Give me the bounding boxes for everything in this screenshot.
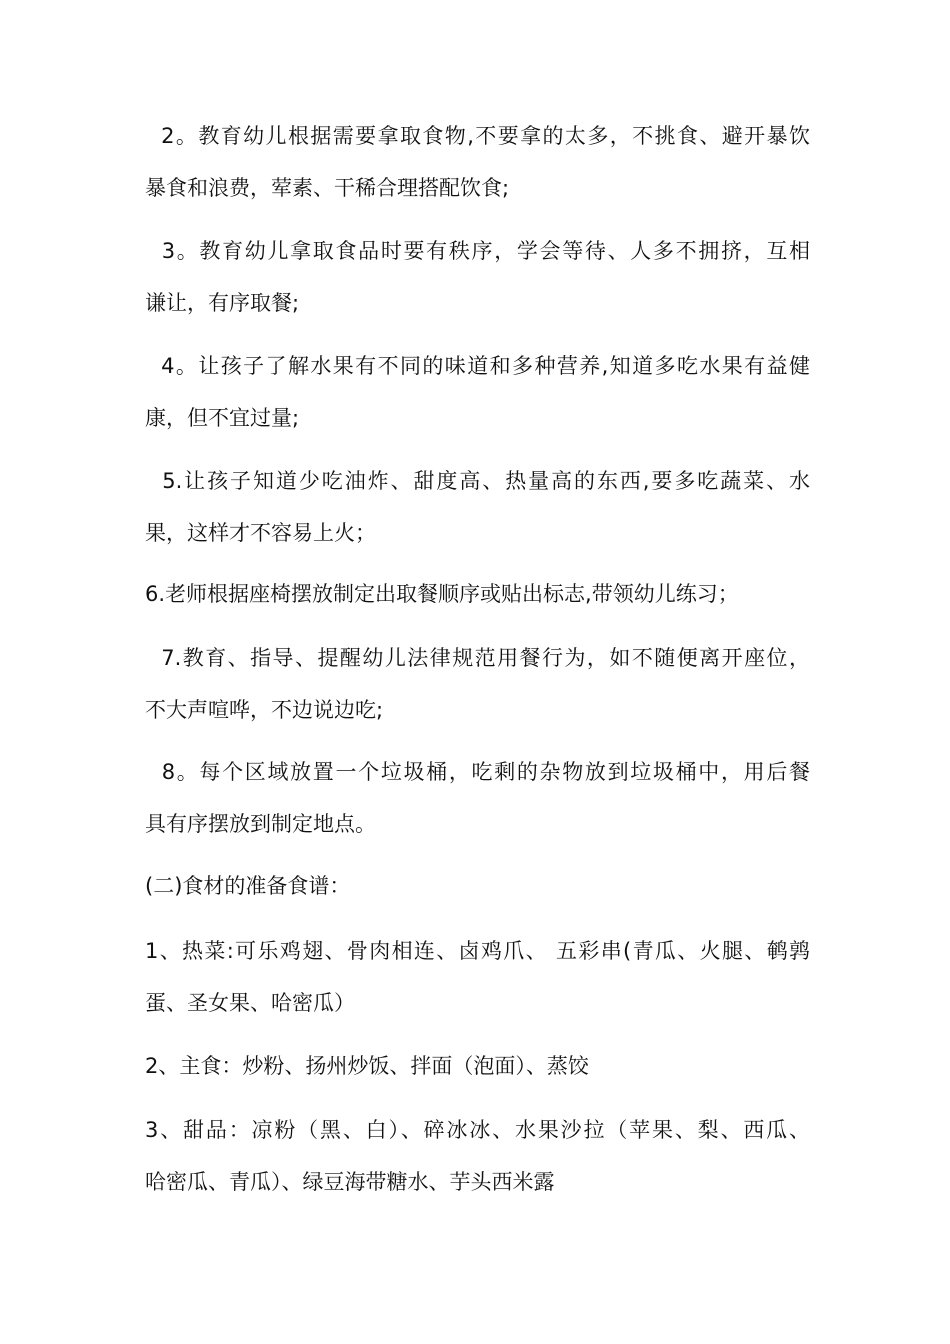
paragraph-item-7 bbox=[145, 632, 810, 736]
paragraph-item-6 bbox=[145, 568, 810, 620]
paragraph-item-2 bbox=[145, 110, 810, 214]
paragraph-line: 3。教育幼儿拿取食品时要有秩序，学会等待、人多不拥挤，互相 bbox=[145, 239, 810, 263]
section-heading-ingredients bbox=[145, 860, 810, 912]
paragraph-line: 不大声喧哗，不边说边吃; bbox=[145, 698, 384, 722]
paragraph-line: 具有序摆放到制定地点。 bbox=[145, 812, 376, 836]
menu-item-desserts bbox=[145, 1104, 810, 1208]
paragraph-line: 哈密瓜、青瓜）、绿豆海带糖水、芋头西米露 bbox=[145, 1170, 555, 1194]
menu-item-staple-food bbox=[145, 1040, 810, 1092]
paragraph-line: 2。教育幼儿根据需要拿取食物,不要拿的太多，不挑食、避开暴饮 bbox=[145, 124, 810, 148]
paragraph-line: 康，但不宜过量; bbox=[145, 406, 300, 430]
paragraph-line: 暴食和浪费，荤素、干稀合理搭配饮食; bbox=[145, 176, 510, 200]
menu-item-hot-dishes bbox=[145, 925, 810, 1029]
paragraph-line: 8。每个区域放置一个垃圾桶，吃剩的杂物放到垃圾桶中，用后餐 bbox=[145, 760, 810, 784]
paragraph-item-8 bbox=[145, 746, 810, 850]
paragraph-line: 1、热菜:可乐鸡翅、骨肉相连、卤鸡爪、 五彩串(青瓜、火腿、鹌鹑 bbox=[145, 939, 810, 963]
heading-line: (二)食材的准备食谱： bbox=[145, 874, 351, 898]
paragraph-item-3 bbox=[145, 225, 810, 329]
paragraph-line: 7.教育、指导、提醒幼儿法律规范用餐行为，如不随便离开座位， bbox=[145, 646, 810, 670]
paragraph-line: 6.老师根据座椅摆放制定出取餐顺序或贴出标志,带领幼儿练习； bbox=[145, 582, 739, 606]
paragraph-item-5 bbox=[145, 455, 810, 559]
paragraph-line: 2、主食：炒粉、扬州炒饭、拌面（泡面）、蒸饺 bbox=[145, 1054, 589, 1078]
paragraph-line: 谦让，有序取餐; bbox=[145, 291, 300, 315]
paragraph-line: 果，这样才不容易上火； bbox=[145, 521, 376, 545]
paragraph-line: 4。让孩子了解水果有不同的味道和多种营养,知道多吃水果有益健 bbox=[145, 354, 810, 378]
paragraph-line: 蛋、圣女果、哈密瓜） bbox=[145, 991, 355, 1015]
paragraph-line: 5.让孩子知道少吃油炸、甜度高、热量高的东西,要多吃蔬菜、水 bbox=[145, 469, 810, 493]
paragraph-line: 3、甜品：凉粉（黑、白）、碎冰冰、水果沙拉（苹果、梨、西瓜、 bbox=[145, 1118, 810, 1142]
paragraph-item-4 bbox=[145, 340, 810, 444]
